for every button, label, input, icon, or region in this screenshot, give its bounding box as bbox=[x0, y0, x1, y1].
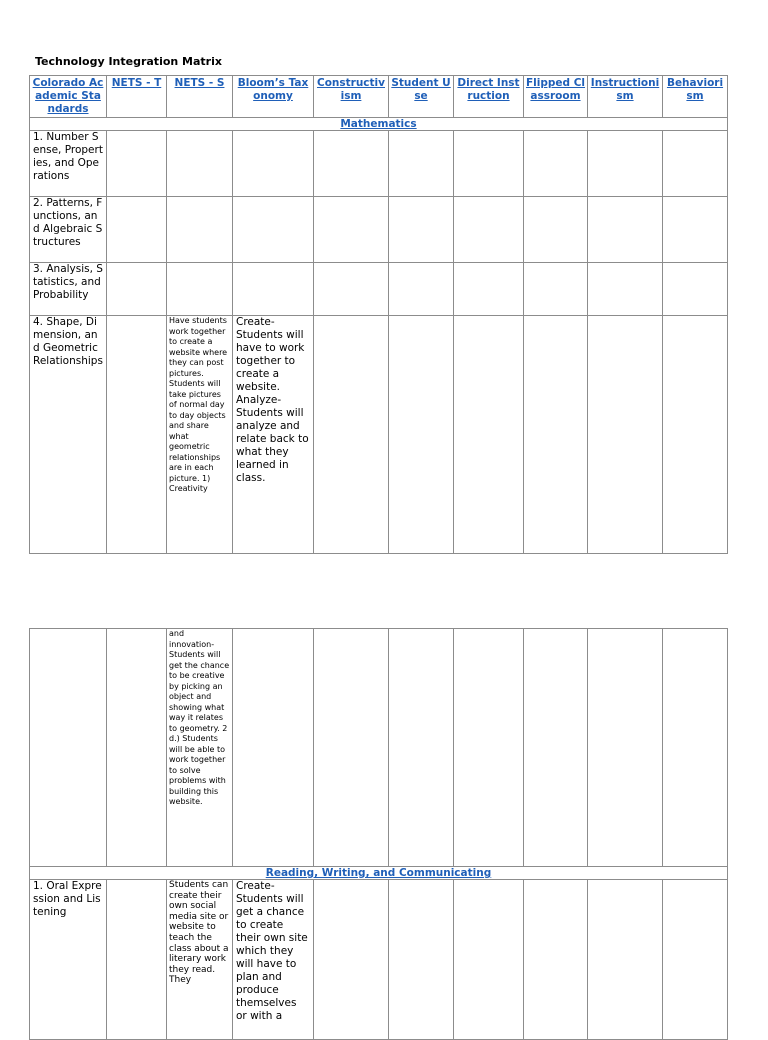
nets-s-cell: Have students work together to create a website where they can post pictures. Students will take pictures of normal day to day objects and share what geometric relationships are in each picture. 1) Creativity bbox=[167, 316, 233, 554]
header-nets-t[interactable]: NETS - T bbox=[107, 76, 167, 118]
header-row bbox=[30, 76, 728, 118]
nets-s-cell: Students can create their own social media site or website to teach the class about a literary work they read. They bbox=[167, 880, 233, 1040]
header-direct-instruction[interactable]: Direct Instruction bbox=[454, 76, 524, 118]
standard-cell: 4. Shape, Dimension, and Geometric Relationships bbox=[30, 316, 107, 554]
header-student-use[interactable]: Student Use bbox=[389, 76, 454, 118]
table-row bbox=[30, 629, 728, 867]
section-heading-mathematics[interactable]: Mathematics bbox=[30, 118, 728, 131]
matrix-table-page-1 bbox=[29, 75, 728, 554]
section-row-rwc bbox=[30, 867, 728, 880]
header-flipped-classroom[interactable]: Flipped Classroom bbox=[524, 76, 588, 118]
matrix-table-page-2 bbox=[29, 628, 728, 1040]
blooms-cell: Create- Students will have to work together to create a website. Analyze- Students will analyze and relate back to what they learned in class. bbox=[233, 316, 314, 554]
table-row bbox=[30, 263, 728, 316]
table-row bbox=[30, 880, 728, 1040]
standard-cell: 1. Oral Expression and Listening bbox=[30, 880, 107, 1040]
table-row bbox=[30, 197, 728, 263]
table-row bbox=[30, 316, 728, 554]
standard-cell: 2. Patterns, Functions, and Algebraic Structures bbox=[30, 197, 107, 263]
header-nets-s[interactable]: NETS - S bbox=[167, 76, 233, 118]
table-row bbox=[30, 131, 728, 197]
header-behaviorism[interactable]: Behaviorism bbox=[663, 76, 728, 118]
standard-cell: 3. Analysis, Statistics, and Probability bbox=[30, 263, 107, 316]
standard-cell: 1. Number Sense, Properties, and Operations bbox=[30, 131, 107, 197]
section-heading-reading-writing[interactable]: Reading, Writing, and Communicating bbox=[30, 867, 728, 880]
document-title: Technology Integration Matrix bbox=[35, 55, 222, 68]
header-blooms-taxonomy[interactable]: Bloom’s Taxonomy bbox=[233, 76, 314, 118]
nets-s-cell: and innovation- Students will get the chance to be creative by picking an object and showing what way it relates to geometry. 2 d.) Students will be able to work together to solve problems with building this website. bbox=[167, 629, 233, 867]
header-instructionism[interactable]: Instructionism bbox=[588, 76, 663, 118]
section-row-mathematics bbox=[30, 118, 728, 131]
blooms-cell: Create- Students will get a chance to create their own site which they will have to plan and produce themselves or with a bbox=[233, 880, 314, 1040]
header-constructivism[interactable]: Constructivism bbox=[314, 76, 389, 118]
header-colorado-standards[interactable]: Colorado Academic Standards bbox=[30, 76, 107, 118]
